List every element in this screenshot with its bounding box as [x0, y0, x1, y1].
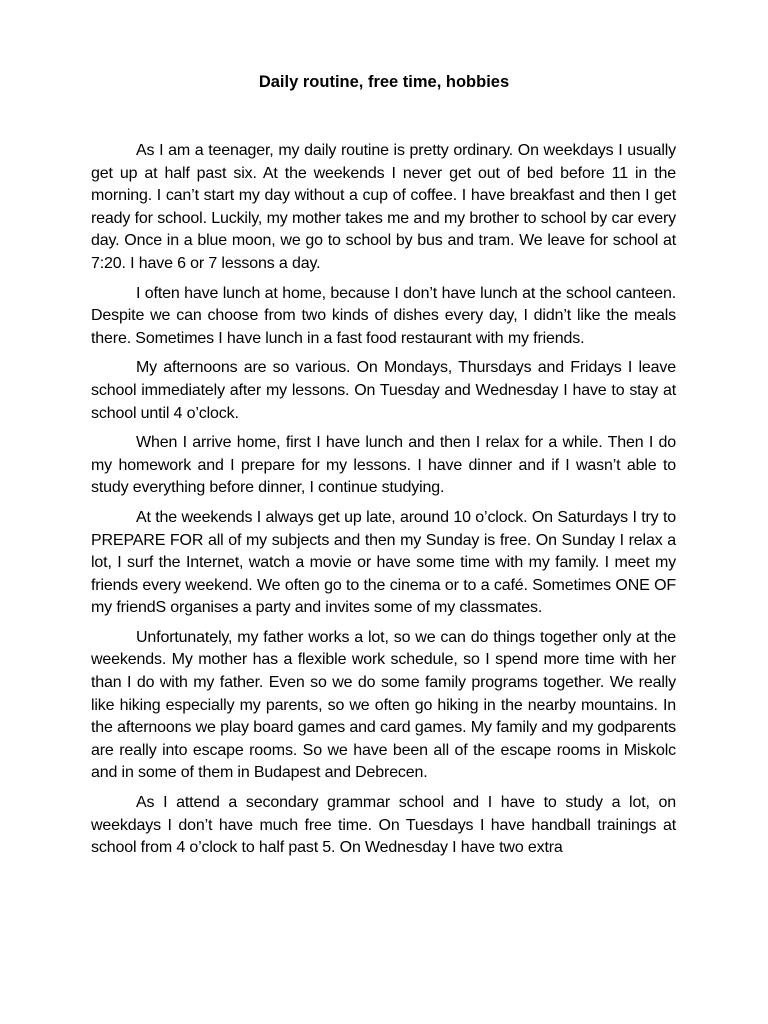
document-title: Daily routine, free time, hobbies	[258, 73, 510, 91]
paragraph-weekends: At the weekends I always get up late, around 10 o’clock. On Saturdays I try to PREPARE FOR all of my subjects and then my Sunday is free. On Sunday I relax a lot, I surf the Internet, watch a movie or have some time with my family. I meet my friends every weekend. We often go to the cinema or to a café. Sometimes ONE OF my friendS organises a party and invites some of my classmates.	[91, 508, 676, 617]
paragraph-family: Unfortunately, my father works a lot, so we can do things together only at the weekends. My mother has a flexible work schedule, so I spend more time with her than I do with my father. Even so we do some family programs together. We really like hiking especially my parents, so we often go hiking in the nearby mountains. In the afternoons we play board games and card games. My family and my godparents are really into escape rooms. So we have been all of the escape rooms in Miskolc and in some of them in Budapest and Debrecen.	[91, 628, 676, 782]
document-body	[91, 140, 676, 867]
paragraph-daily-routine: As I am a teenager, my daily routine is pretty ordinary. On weekdays I usually get up at half past six. At the weekends I never get out of bed before 11 in the morning. I can’t start my day without a cup of coffee. I have breakfast and then I get ready for school. Luckily, my mother takes me and my brother to school by car every day. Once in a blue moon, we go to school by bus and tram. We leave for school at 7:20. I have 6 or 7 lessons a day.	[91, 142, 676, 272]
paragraph-lunch: I often have lunch at home, because I don’t have lunch at the school canteen. Despite we can choose from two kinds of dishes every day, I didn’t like the meals there. Sometimes I have lunch in a fast food restaurant with my friends.	[91, 284, 676, 347]
paragraph-free-time: As I attend a secondary grammar school and I have to study a lot, on weekdays I don’t have much free time. On Tuesdays I have handball trainings at school from 4 o’clock to half past 5. On Wednesday I have two extra	[91, 794, 676, 857]
paragraph-arrive-home: When I arrive home, first I have lunch and then I relax for a while. Then I do my homework and I prepare for my lessons. I have dinner and if I wasn’t able to study everything before dinner, I continue studying.	[91, 434, 676, 497]
paragraph-afternoons: My afternoons are so various. On Mondays, Thursdays and Fridays I leave school immediately after my lessons. On Tuesday and Wednesday I have to stay at school until 4 o’clock.	[91, 359, 676, 422]
